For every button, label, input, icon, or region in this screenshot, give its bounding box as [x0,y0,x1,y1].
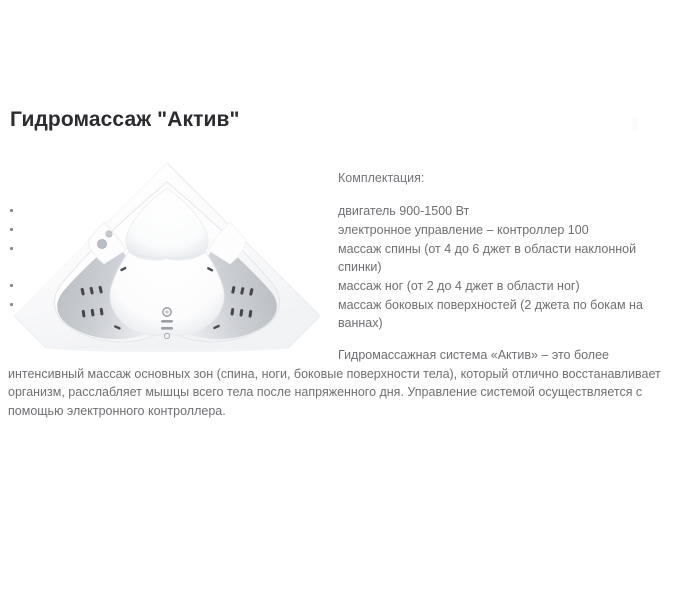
render-artifact [632,117,638,131]
content-area [8,160,667,420]
list-item: двигатель 900-1500 Вт [22,202,667,220]
spec-list [8,202,667,332]
list-item: массаж боковых поверхностей (2 джета по бокам на ваннах) [22,296,667,332]
description-paragraph: Гидромассажная система «Актив» – это более интенсивный массаж основных зон (спина, ноги, боковые поверхности тела), который отлично восстанавливает организм, расслабляет мышцы всего тела после напряженного дня. Управление системой осуществляется с помощью электронного контроллера. [8,348,661,418]
page-title: Гидромассаж "Актив" [10,108,240,131]
list-item: массаж ног (от 2 до 4 джет в области ног) [22,277,667,295]
spec-label: Комплектация: [338,171,425,185]
list-item: электронное управление – контроллер 100 [22,221,667,239]
list-item: массаж спины (от 4 до 6 джет в области наклонной спинки) [22,240,667,276]
tub-shadow [47,344,287,352]
